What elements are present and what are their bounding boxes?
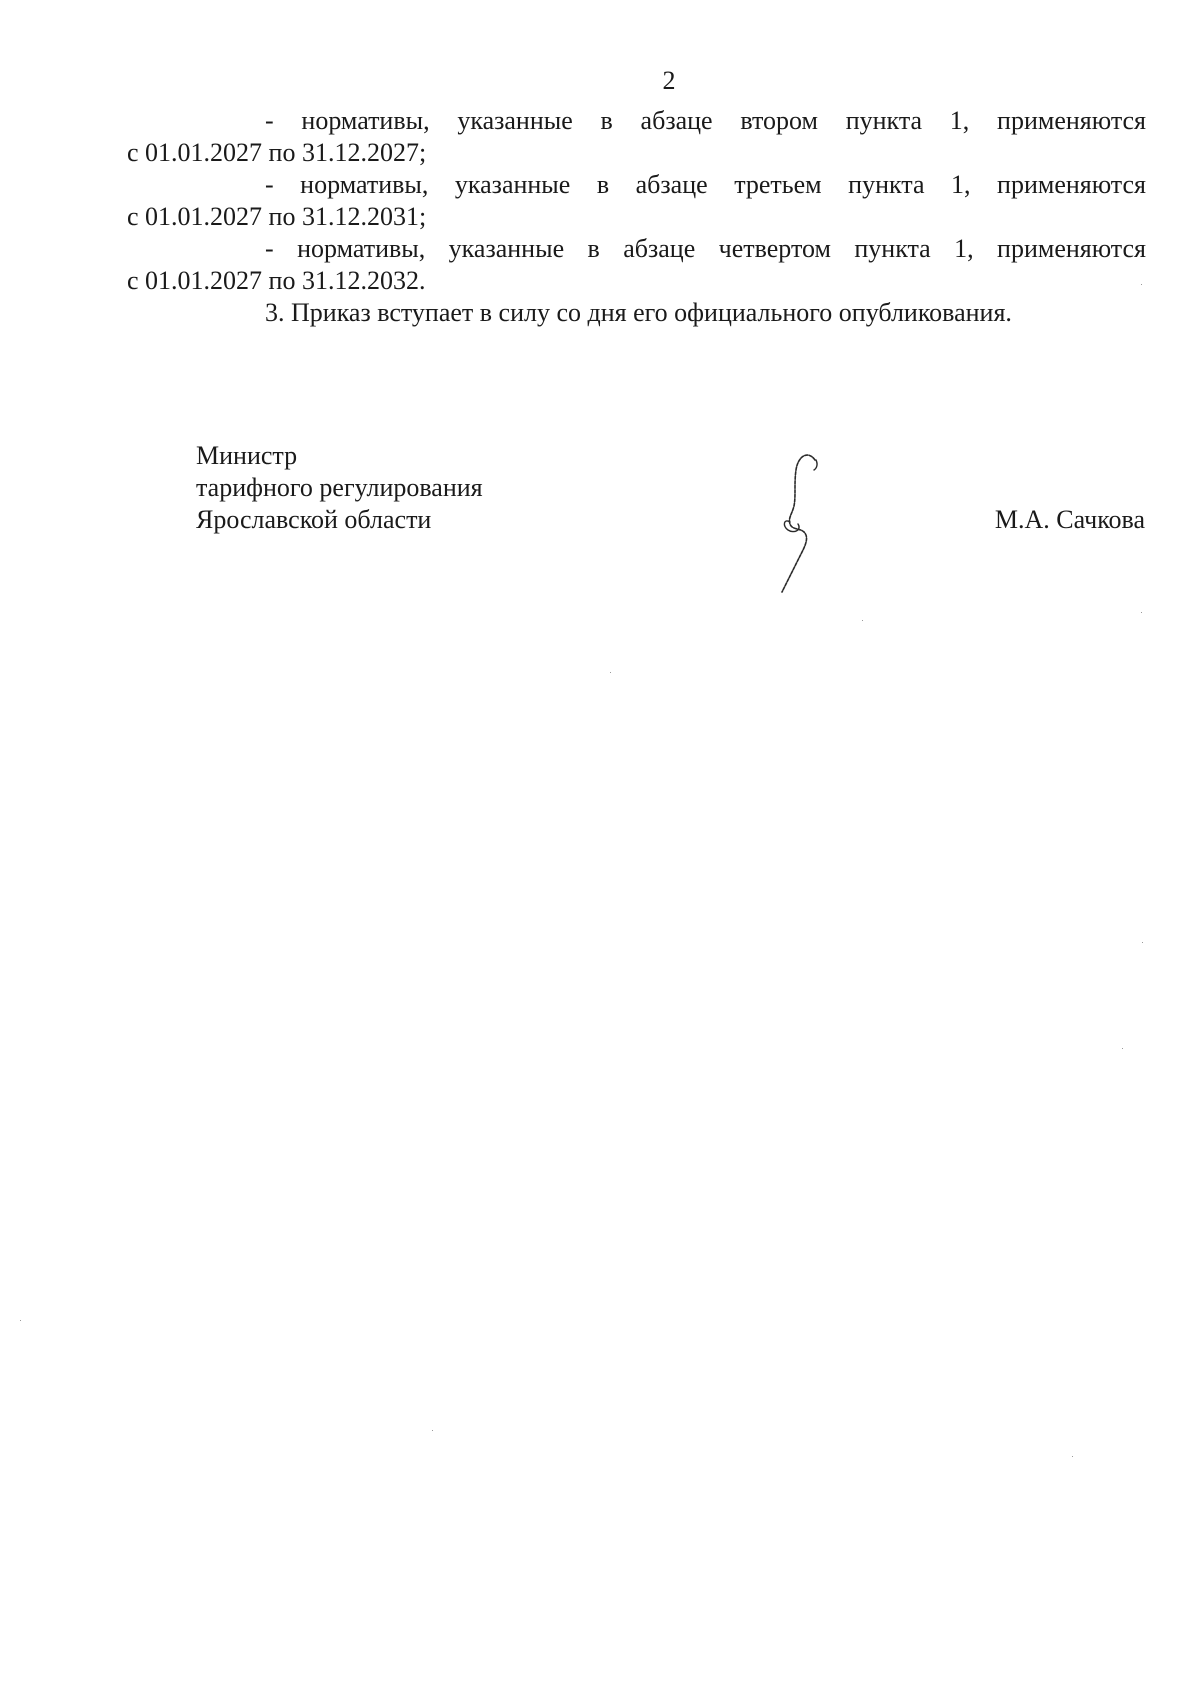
signatory-position-line-1: Министр: [196, 441, 298, 470]
scan-speck: [1072, 1456, 1073, 1457]
paragraph-line-1: - нормативы, указанные в абзаце четвертом пункта 1, применяются: [265, 234, 1146, 263]
paragraph-line-2: с 01.01.2027 по 31.12.2032.: [127, 266, 426, 295]
page-number: 2: [662, 66, 676, 95]
scan-speck: [1142, 942, 1143, 943]
paragraph-line-1: - нормативы, указанные в абзаце втором пункта 1, применяются: [265, 106, 1146, 135]
paragraph-line-2: с 01.01.2027 по 31.12.2027;: [127, 138, 427, 167]
signatory-position-line-3: Ярославской области: [196, 505, 432, 534]
document-body: [127, 105, 1146, 329]
scan-speck: [432, 1430, 433, 1431]
scan-speck: [20, 1320, 21, 1321]
scan-speck: [610, 672, 611, 673]
paragraph-line-2: с 01.01.2027 по 31.12.2031;: [127, 202, 427, 231]
signatory-position-line-2: тарифного регулирования: [196, 473, 483, 502]
scan-speck: [862, 620, 863, 621]
final-paragraph: 3. Приказ вступает в силу со дня его официального опубликования.: [265, 298, 1012, 327]
handwritten-signature: [760, 448, 840, 598]
scan-speck: [1141, 612, 1142, 613]
scan-speck: [1122, 1048, 1123, 1049]
signatory-name: М.А. Сачкова: [994, 505, 1145, 534]
paragraph-line-1: - нормативы, указанные в абзаце третьем пункта 1, применяются: [265, 170, 1146, 199]
scan-speck: [1141, 284, 1142, 285]
paragraph-item: [127, 169, 1146, 233]
paragraph-item: [127, 233, 1146, 297]
paragraph-item: [127, 105, 1146, 169]
signatory-position: [196, 440, 483, 536]
